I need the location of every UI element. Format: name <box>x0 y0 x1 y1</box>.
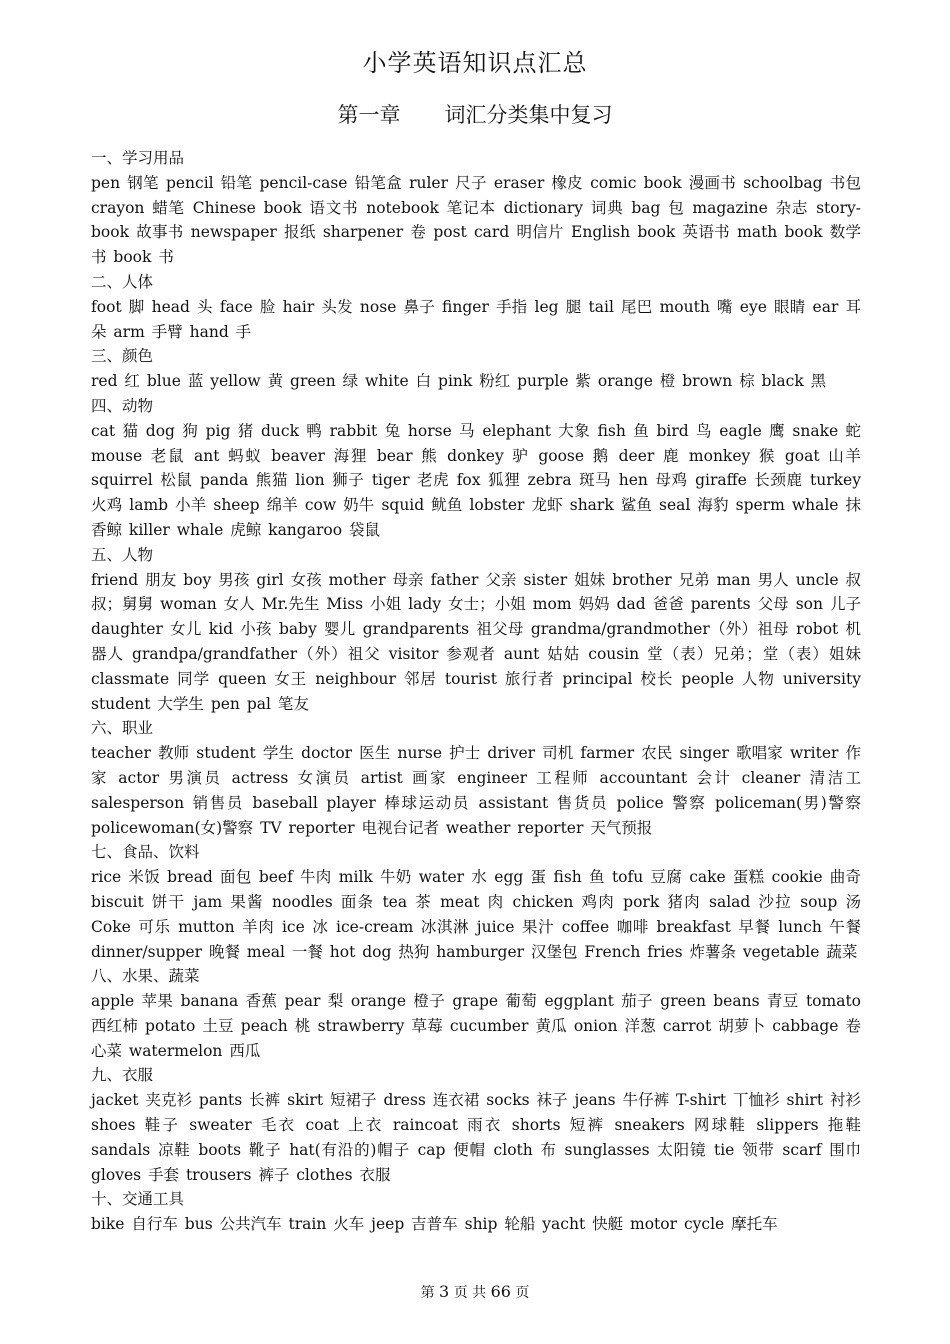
section-heading: 十、交通工具 <box>91 1190 185 1209</box>
section-text: foot 脚 head 头 face 脸 hair 头发 nose 鼻子 finger 手指 leg 腿 tail 尾巴 mouth 嘴 eye 眼睛 ear 耳朵 arm 手臂 hand 手 <box>91 297 861 341</box>
section-school-supplies <box>91 146 861 270</box>
section-heading: 七、食品、饮料 <box>91 843 200 862</box>
section-heading: 三、颜色 <box>91 347 154 366</box>
section-clothes <box>91 1063 861 1187</box>
section-animals <box>91 394 861 543</box>
footer-middle: 页 共 <box>453 1285 487 1301</box>
total-page-count: 66 <box>490 1282 511 1301</box>
footer-suffix: 页 <box>515 1285 530 1301</box>
section-text: rice 米饭 bread 面包 beef 牛肉 milk 牛奶 water 水 egg 蛋 fish 鱼 tofu 豆腐 cake 蛋糕 cookie 曲奇 biscuit 饼干 jam 果酱 noodles 面条 tea 茶 meat 肉 chicken 鸡肉 pork 猪肉 salad 沙拉 soup 汤 Coke 可乐 mutton 羊肉 ice 冰 ice-cream 冰淇淋 juice 果汁 coffee 咖啡 breakfast 早餐 lunch 午餐 dinner/supper 晚餐 meal 一餐 hot dog 热狗 hamburger 汉堡包 French fries 炸薯条 vegetable 蔬菜 <box>91 868 861 961</box>
section-heading: 五、人物 <box>91 545 154 564</box>
section-text: teacher 教师 student 学生 doctor 医生 nurse 护士 driver 司机 farmer 农民 singer 歌唱家 writer 作家 actor 男演员 actress 女演员 artist 画家 engineer 工程师 accountant 会计 cleaner 清洁工 salesperson 销售员 baseball player 棒球运动员 assistant 售货员 police 警察 policeman(男)警察 policewoman(女)警察 TV reporter 电视台记者 weather reporter 天气预报 <box>91 744 861 837</box>
section-heading: 八、水果、蔬菜 <box>91 967 200 986</box>
section-food-drinks <box>91 840 861 964</box>
chapter-heading <box>0 101 950 129</box>
vocabulary-content <box>91 146 861 1237</box>
section-transport <box>91 1187 861 1237</box>
section-text: cat 猫 dog 狗 pig 猪 duck 鸭 rabbit 兔 horse 马 elephant 大象 fish 鱼 bird 鸟 eagle 鹰 snake 蛇 mouse 老鼠 ant 蚂蚁 beaver 海狸 bear 熊 donkey 驴 goose 鹅 deer 鹿 monkey 猴 goat 山羊 squirrel 松鼠 panda 熊猫 lion 狮子 tiger 老虎 fox 狐狸 zebra 斑马 hen 母鸡 giraffe 长颈鹿 turkey 火鸡 lamb 小羊 sheep 绵羊 cow 奶牛 squid 鱿鱼 lobster 龙虾 shark 鲨鱼 seal 海豹 sperm whale 抹香鲸 killer whale 虎鲸 kangaroo 袋鼠 <box>91 421 861 539</box>
section-text: bike 自行车 bus 公共汽车 train 火车 jeep 吉普车 ship 轮船 yacht 快艇 motor cycle 摩托车 <box>91 1215 778 1234</box>
section-heading: 六、职业 <box>91 719 154 738</box>
document-title: 小学英语知识点汇总 <box>362 49 588 77</box>
section-heading: 一、学习用品 <box>91 149 185 167</box>
chapter-title: 词汇分类集中复习 <box>444 103 613 127</box>
section-text: jacket 夹克衫 pants 长裤 skirt 短裙子 dress 连衣裙 socks 袜子 jeans 牛仔裤 T-shirt 丅恤衫 shirt 衬衫 shoes 鞋子 sweater 毛衣 coat 上衣 raincoat 雨衣 shorts 短裤 sneakers 网球鞋 slippers 拖鞋 sandals 凉鞋 boots 靴子 hat(有沿的)帽子 cap 便帽 cloth 布 sunglasses 太阳镜 tie 领带 scarf 围巾 gloves 手套 trousers 裤子 clothes 衣服 <box>91 1091 861 1184</box>
section-heading: 九、衣服 <box>91 1066 154 1085</box>
page-footer <box>0 1283 950 1302</box>
section-fruits-vegetables <box>91 964 861 1063</box>
section-colors <box>91 344 861 394</box>
section-people <box>91 543 861 717</box>
section-body-parts <box>91 270 861 344</box>
chapter-number: 第一章 <box>337 103 401 127</box>
current-page-number: 3 <box>439 1282 450 1301</box>
section-heading: 二、人体 <box>91 272 154 291</box>
section-heading: 四、动物 <box>91 396 154 415</box>
section-text: red 红 blue 蓝 yellow 黄 green 绿 white 白 pink 粉红 purple 紫 orange 橙 brown 棕 black 黑 <box>91 372 827 391</box>
section-occupations <box>91 716 861 840</box>
section-text: apple 苹果 banana 香蕉 pear 梨 orange 橙子 grape 葡萄 eggplant 茄子 green beans 青豆 tomato 西红柿 potato 土豆 peach 桃 strawberry 草莓 cucumber 黄瓜 onion 洋葱 carrot 胡萝卜 cabbage 卷心菜 watermelon 西瓜 <box>91 992 861 1060</box>
section-text: pen 钢笔 pencil 铅笔 pencil-case 铅笔盒 ruler 尺子 eraser 橡皮 comic book 漫画书 schoolbag 书包 crayon 蜡笔 Chinese book 语文书 notebook 笔记本 dictionary 词典 bag 包 magazine 杂志 story-book 故事书 newspaper 报纸 sharpener 卷 post card 明信片 English book 英语书 math book 数学书 book 书 <box>91 173 861 267</box>
footer-prefix: 第 <box>420 1285 435 1301</box>
section-text: friend 朋友 boy 男孩 girl 女孩 mother 母亲 father 父亲 sister 姐妹 brother 兄弟 man 男人 uncle 叔叔；舅舅 woman 女人 Mr.先生 Miss 小姐 lady 女士；小姐 mom 妈妈 dad 爸爸 parents 父母 son 儿子 daughter 女儿 kid 小孩 baby 婴儿 grandparents 祖父母 grandma/grandmother（外）祖母 robot 机器人 grandpa/grandfather（外）祖父 visitor 参观者 aunt 姑姑 cousin 堂（表）兄弟；堂（表）姐妹 classmate 同学 queen 女王 neighbour 邻居 tourist 旅行者 principal 校长 people 人物 university student 大学生 pen pal 笔友 <box>91 570 861 713</box>
